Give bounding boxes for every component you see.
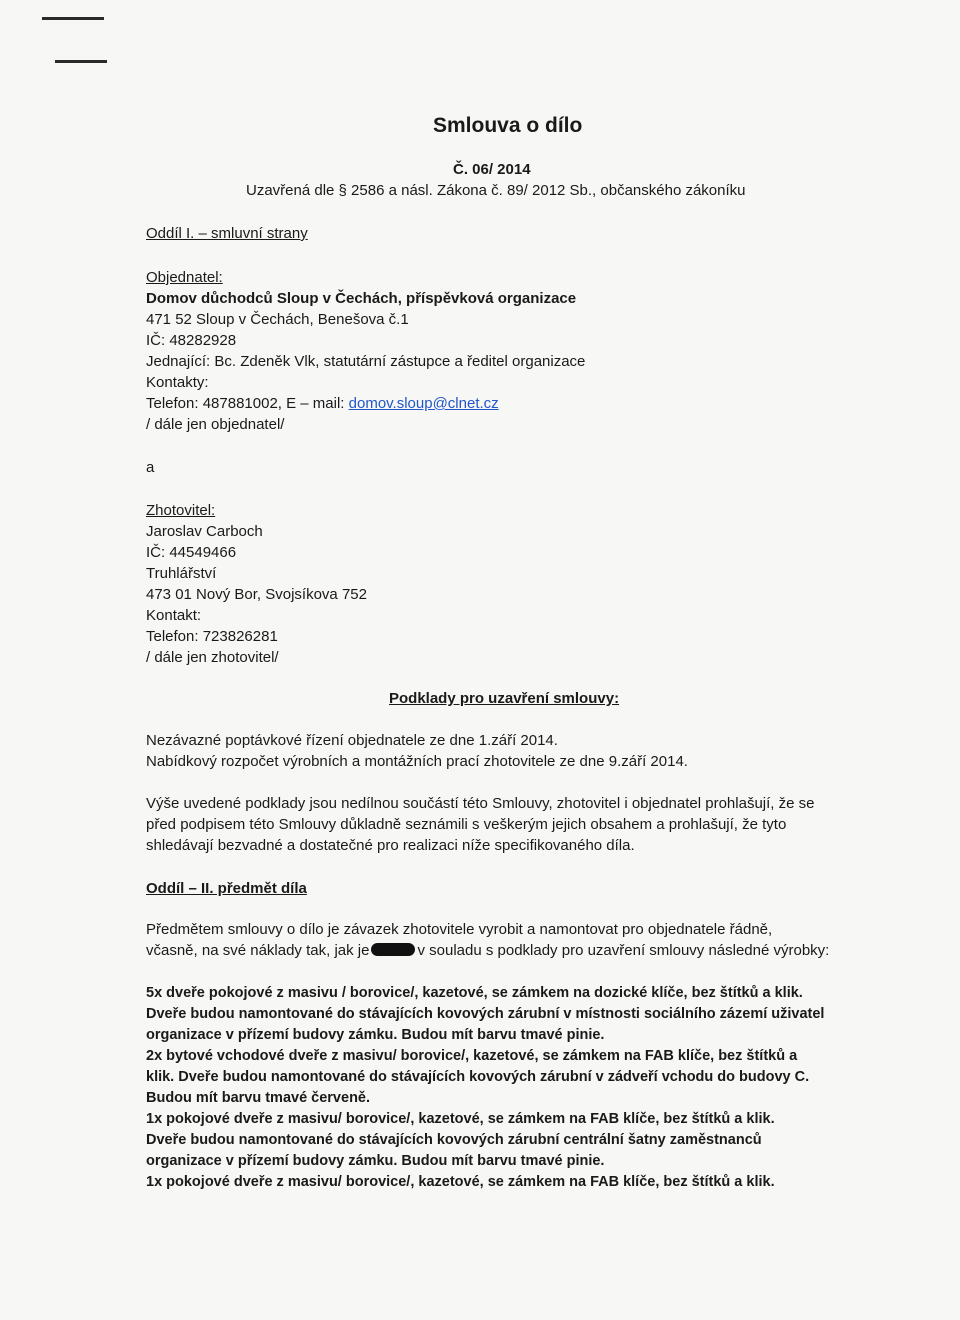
contract-title: Smlouva o dílo [433, 114, 583, 137]
basis-line-1: Nezávazné poptávkové řízení objednatele ze dne 1.září 2014. [146, 732, 558, 749]
scan-mark-bottom [55, 60, 107, 63]
client-representative: Jednající: Bc. Zdeněk Vlk, statutární zástupce a ředitel organizace [146, 353, 586, 370]
basis-line-2: Nabídkový rozpočet výrobních a montážních prací zhotovitele ze dne 9.září 2014. [146, 753, 688, 770]
item-line-7: 1x pokojové dveře z masivu/ borovice/, kazetové, se zámkem na FAB klíče, bez štítků a klik. [146, 1111, 775, 1127]
contractor-ic: IČ: 44549466 [146, 544, 237, 561]
basis-heading: Podklady pro uzavření smlouvy: [389, 690, 620, 707]
contractor-alias: / dále jen zhotovitel/ [146, 649, 279, 666]
item-line-4: 2x bytové vchodové dveře z masivu/ borovice/, kazetové, se zámkem na FAB klíče, bez štítků a [146, 1048, 798, 1064]
item-line-8: Dveře budou namontované do stávajících kovových zárubní centrální šatny zaměstnanců [146, 1132, 762, 1148]
client-ic: IČ: 48282928 [146, 332, 237, 349]
basis-paragraph-line-2: před podpisem této Smlouvy důkladně seznámili s veškerým jejich obsahem a prohlašují, že tyto [146, 816, 787, 833]
contract-number: Č. 06/ 2014 [453, 161, 531, 178]
client-alias: / dále jen objednatel/ [146, 416, 285, 433]
legal-basis: Uzavřená dle § 2586 a násl. Zákona č. 89/ 2012 Sb., občanského zákoníku [246, 182, 746, 199]
contractor-contact-label: Kontakt: [146, 607, 202, 624]
client-label: Objednatel: [146, 269, 223, 286]
item-line-6: Budou mít barvu tmavé červeně. [146, 1090, 371, 1106]
basis-paragraph-line-1: Výše uvedené podklady jsou nedílnou součástí této Smlouvy, zhotovitel i objednatel prohlašují, že se [146, 795, 815, 812]
section2-intro-part-b: v souladu s podklady pro uzavření smlouvy následné výrobky: [417, 942, 830, 959]
basis-paragraph-line-3: shledávají bezvadné a dostatečné pro realizaci níže specifikovaného díla. [146, 837, 635, 854]
contractor-address: 473 01 Nový Bor, Svojsíkova 752 [146, 586, 367, 603]
parties-conjunction: a [146, 459, 155, 476]
item-line-1: 5x dveře pokojové z masivu / borovice/, kazetové, se zámkem na dozické klíče, bez štítků a klik. [146, 985, 803, 1001]
section2-heading: Oddíl – II. předmět díla [146, 880, 307, 897]
item-line-9: organizace v přízemí budovy zámku. Budou mít barvu tmavé pinie. [146, 1153, 605, 1169]
contractor-phone: Telefon: 723826281 [146, 628, 278, 645]
section1-heading: Oddíl I. – smluvní strany [146, 225, 308, 242]
client-email-link[interactable]: domov.sloup@clnet.cz [348, 395, 499, 412]
section2-intro-line-2 [146, 941, 829, 960]
contractor-trade: Truhlářství [146, 565, 217, 582]
client-phone-line [146, 394, 499, 413]
item-line-2: Dveře budou namontované do stávajících kovových zárubní v místnosti sociálního zázemí uživatel [146, 1006, 825, 1022]
client-contacts-label: Kontakty: [146, 374, 209, 391]
contractor-name: Jaroslav Carboch [146, 523, 263, 540]
scan-mark-top [42, 17, 104, 20]
item-line-10: 1x pokojové dveře z masivu/ borovice/, kazetové, se zámkem na FAB klíče, bez štítků a klik. [146, 1174, 775, 1190]
contractor-label: Zhotovitel: [146, 502, 216, 519]
client-name: Domov důchodců Sloup v Čechách, příspěvková organizace [146, 290, 577, 307]
section2-intro-line-1: Předmětem smlouvy o dílo je závazek zhotovitele vyrobit a namontovat pro objednatele řádně, [146, 921, 773, 938]
item-line-5: klik. Dveře budou namontované do stávajících kovových zárubní v zádveří vchodu do budovy C. [146, 1069, 810, 1085]
client-phone: Telefon: 487881002, E – mail: [146, 395, 349, 412]
section2-intro-part-a: včasně, na své náklady tak, jak je [146, 942, 370, 959]
item-line-3: organizace v přízemí budovy zámku. Budou mít barvu tmavé pinie. [146, 1027, 605, 1043]
client-address: 471 52 Sloup v Čechách, Benešova č.1 [146, 311, 409, 328]
redaction-mark [371, 943, 415, 956]
